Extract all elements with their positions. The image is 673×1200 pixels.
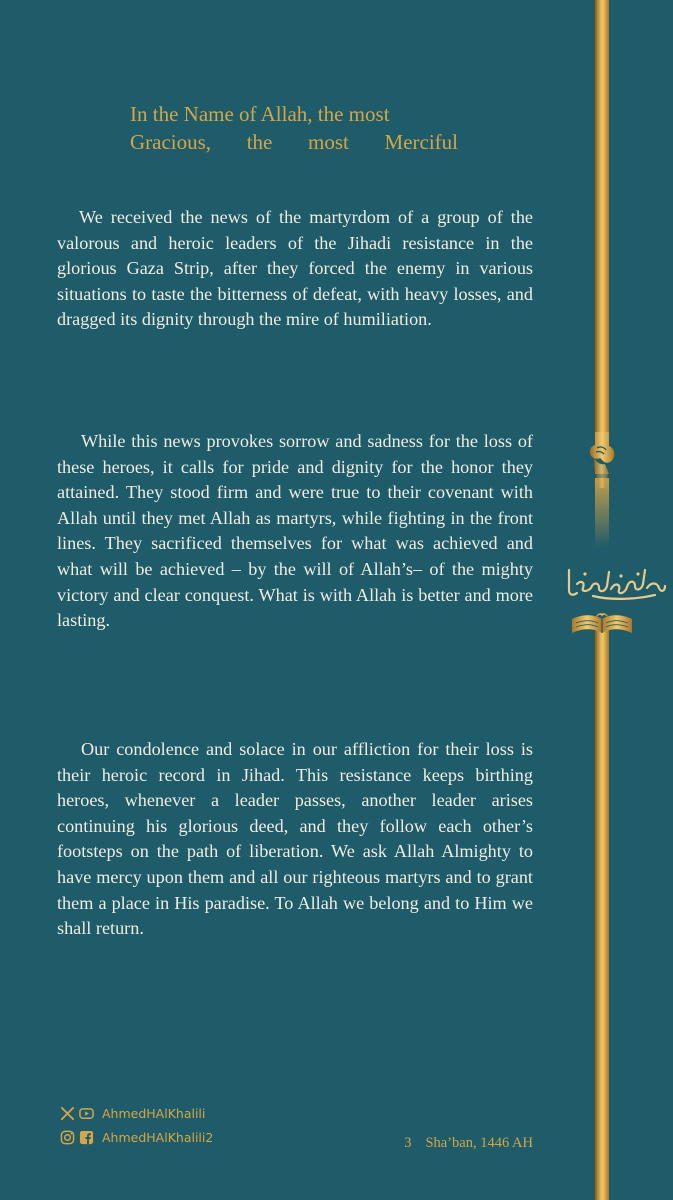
facebook-icon[interactable]	[79, 1130, 94, 1145]
gold-bar-top	[595, 0, 609, 440]
date-day: 3	[404, 1135, 412, 1151]
social-handle-2[interactable]: AhmedHAlKhalili2	[102, 1130, 214, 1145]
x-icon[interactable]	[60, 1106, 75, 1121]
basmala-line-1: In the Name of Allah, the most	[130, 102, 390, 126]
social-row-1	[60, 1106, 205, 1121]
open-book-emblem-icon	[568, 611, 636, 639]
social-handle-1[interactable]: AhmedHAlKhalili	[102, 1106, 206, 1121]
paragraph-1: We received the news of the martyrdom of a group of the valorous and heroic leaders of the Jihadi resistance in the glorious Gaza Strip, after they forced the enemy in various situations to taste the bitterness of defeat, with heavy losses, and dragged its dignity through the mire of humiliation.	[57, 207, 533, 330]
date-month-year: Sha’ban, 1446 AH	[425, 1135, 533, 1151]
paragraph-3: Our condolence and solace in our affliction for their loss is their heroic record in Jihad. This resistance keeps birthing heroes, whenever a leader passes, another leader arises continuing his glorious deed, and they follow each other’s footsteps on the path of liberation. We ask Allah Almighty to have mercy upon them and all our righteous martyrs and to grant them a place in His paradise. To Allah we belong and to Him we shall return.	[57, 739, 533, 939]
hijri-date	[404, 1135, 533, 1152]
youtube-icon[interactable]	[79, 1106, 94, 1121]
gold-bar-fade	[595, 478, 609, 548]
instagram-icon[interactable]	[60, 1130, 75, 1145]
gold-bar-bottom	[595, 628, 609, 1200]
basmala-heading	[130, 100, 458, 156]
paragraph-2: While this news provokes sorrow and sadness for the loss of these heroes, it calls for pride and dignity for the honor they attained. They stood firm and were true to their covenant with Allah until they met Allah as martyrs, while fighting in the front lines. They sacrificed themselves for what was achieved and what will be achieved – by the will of Allah’s– of the mighty victory and clear conquest. What is with Allah is better and more lasting.	[57, 431, 533, 631]
basmala-line-2: Gracious, the most Merciful	[130, 130, 458, 154]
social-row-2	[60, 1130, 213, 1145]
calligraphy-signature	[563, 562, 667, 602]
clasped-hands-icon	[586, 430, 618, 488]
